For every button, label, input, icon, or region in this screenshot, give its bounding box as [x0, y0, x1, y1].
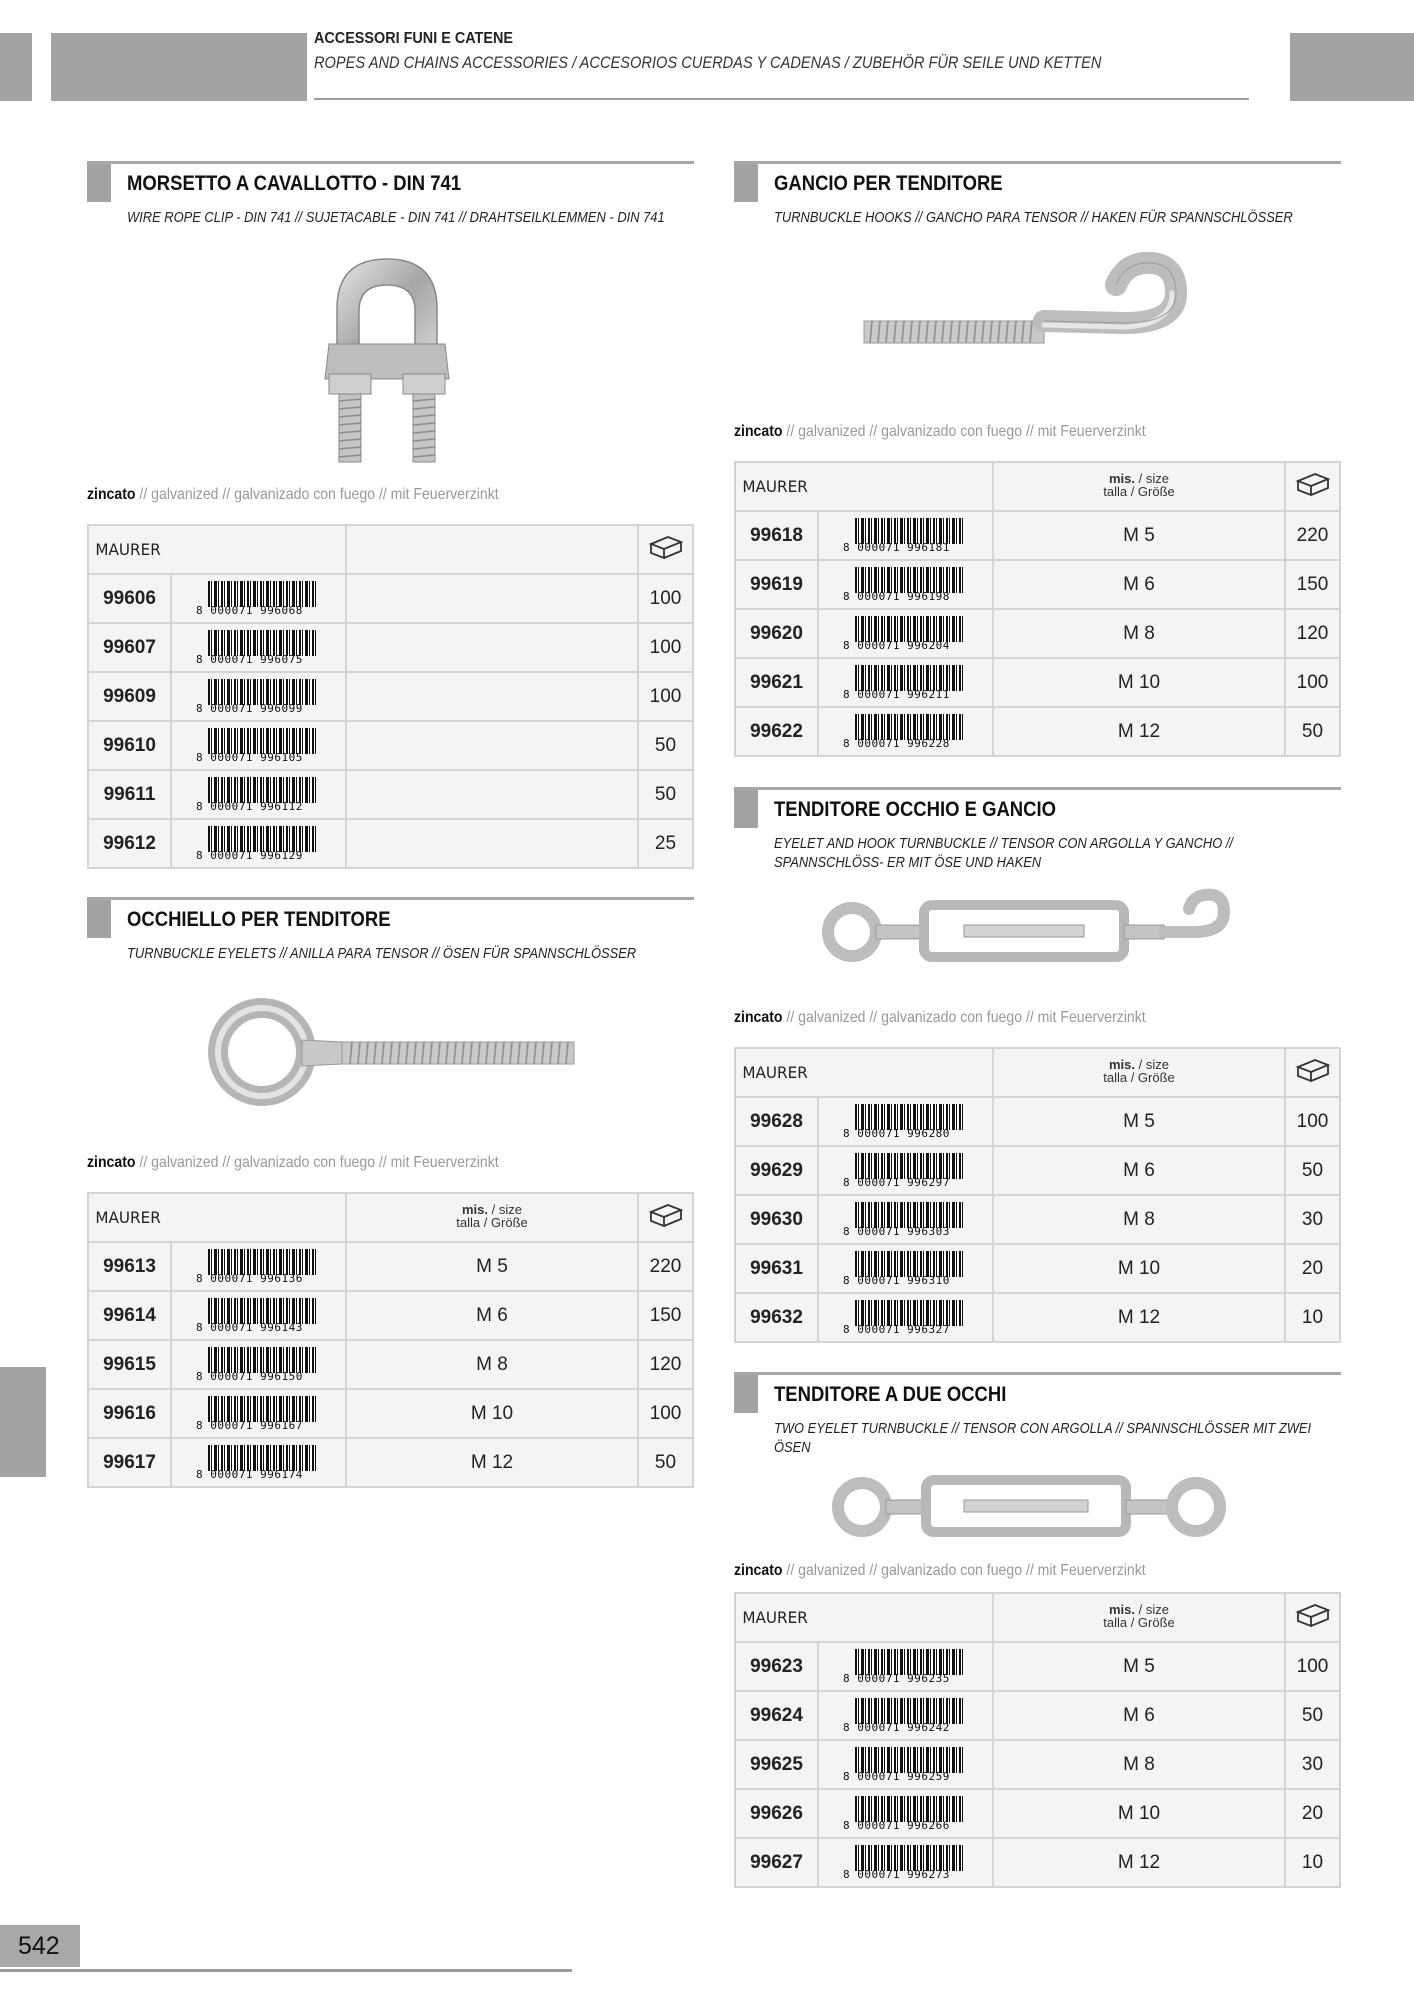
- product-code: 99610: [88, 721, 171, 770]
- barcode-cell: [818, 511, 993, 560]
- barcode-cell: [818, 1789, 993, 1838]
- size-header: [993, 462, 1285, 511]
- finish-zincato: zincato: [734, 423, 783, 440]
- ean-number: 8 000071 996105: [196, 750, 303, 764]
- table-row: [88, 1389, 693, 1438]
- table-row: [735, 1195, 1340, 1244]
- finish-zincato: zincato: [87, 486, 136, 503]
- product-code: 99630: [735, 1195, 818, 1244]
- barcode: [843, 1747, 969, 1783]
- product-code: 99629: [735, 1146, 818, 1195]
- table-row: [735, 1789, 1340, 1838]
- barcode-cell: [818, 1244, 993, 1293]
- ean-number: 8 000071 996259: [843, 1769, 950, 1783]
- barcode-cell: [818, 1293, 993, 1342]
- wire-rope-clip-image: [307, 249, 467, 469]
- box-icon: [1295, 471, 1331, 497]
- barcode: [843, 518, 969, 554]
- box-quantity: 100: [638, 1389, 693, 1438]
- section-subtitle: EYELET AND HOOK TURNBUCKLE // TENSOR CON ARGOLLA Y GANCHO // SPANNSCHLÖSS- ER MIT ÖSE UND HAKEN: [774, 835, 1234, 871]
- section-subtitle: WIRE ROPE CLIP - DIN 741 // SUJETACABLE - DIN 741 // DRAHTSEILKLEMMEN - DIN 741: [127, 209, 665, 226]
- ean-number: 8 000071 996327: [843, 1322, 950, 1336]
- header-title-block: [51, 33, 307, 101]
- barcode: [843, 1202, 969, 1238]
- section-two-eyelet-turnbuckle: [734, 1372, 1341, 1892]
- box-quantity: 50: [638, 721, 693, 770]
- box-quantity: 150: [638, 1291, 693, 1340]
- finish-label: [87, 486, 499, 504]
- size-header-bold: mis.: [1109, 1057, 1136, 1072]
- table-row: [735, 707, 1340, 756]
- product-code: 99619: [735, 560, 818, 609]
- barcode: [196, 1298, 322, 1334]
- barcode-cell: [171, 819, 346, 868]
- size-header: [993, 1593, 1285, 1642]
- size-value: M 5: [993, 511, 1285, 560]
- barcode: [843, 616, 969, 652]
- box-qty-header: [638, 525, 693, 574]
- box-quantity: 50: [638, 1438, 693, 1487]
- ean-number: 8 000071 996204: [843, 638, 950, 652]
- table-row: [735, 560, 1340, 609]
- header-right-tab: [1290, 33, 1414, 101]
- barcode-cell: [818, 658, 993, 707]
- barcode: [843, 1796, 969, 1832]
- box-icon: [1295, 1602, 1331, 1628]
- footer-rule: [0, 1969, 572, 1972]
- product-code: 99624: [735, 1691, 818, 1740]
- size-header-bold: mis.: [462, 1202, 489, 1217]
- page-category-subtitle: ROPES AND CHAINS ACCESSORIES / ACCESORIOS CUERDAS Y CADENAS / ZUBEHÖR FÜR SEILE UND KETTEN: [314, 53, 1102, 72]
- product-code: 99607: [88, 623, 171, 672]
- barcode: [196, 728, 322, 764]
- barcode: [843, 665, 969, 701]
- ean-number: 8 000071 996167: [196, 1418, 303, 1432]
- table-row: [88, 721, 693, 770]
- ean-number: 8 000071 996075: [196, 652, 303, 666]
- box-qty-header: [1285, 1048, 1340, 1097]
- barcode: [196, 826, 322, 862]
- product-code: 99612: [88, 819, 171, 868]
- ean-number: 8 000071 996112: [196, 799, 303, 813]
- section-title: GANCIO PER TENDITORE: [774, 172, 1003, 195]
- size-value: [346, 770, 638, 819]
- product-table: [734, 461, 1341, 757]
- size-value: M 5: [346, 1242, 638, 1291]
- section-title: TENDITORE A DUE OCCHI: [774, 1383, 1007, 1406]
- section-marker: [734, 164, 758, 202]
- size-value: [346, 623, 638, 672]
- finish-translations: // galvanized // galvanizado con fuego // mit Feuerverzinkt: [782, 1562, 1146, 1579]
- product-code: 99618: [735, 511, 818, 560]
- page-number: 542: [0, 1925, 80, 1967]
- section-eye-hook-turnbuckle: [734, 787, 1341, 1347]
- table-row: [735, 609, 1340, 658]
- barcode: [843, 1649, 969, 1685]
- box-quantity: 30: [1285, 1740, 1340, 1789]
- ean-number: 8 000071 996303: [843, 1224, 950, 1238]
- ean-number: 8 000071 996310: [843, 1273, 950, 1287]
- finish-label: [734, 423, 1146, 441]
- finish-label: [87, 1154, 499, 1172]
- page-category-title: ACCESSORI FUNI E CATENE: [314, 30, 513, 47]
- section-marker: [734, 1375, 758, 1413]
- brand-logo: MAURER: [741, 462, 986, 511]
- ean-number: 8 000071 996211: [843, 687, 950, 701]
- box-qty-header: [638, 1193, 693, 1242]
- barcode: [196, 630, 322, 666]
- barcode-cell: [171, 721, 346, 770]
- size-header-bold: mis.: [1109, 1602, 1136, 1617]
- table-row: [735, 1740, 1340, 1789]
- size-value: M 10: [993, 1244, 1285, 1293]
- barcode: [843, 567, 969, 603]
- ean-number: 8 000071 996174: [196, 1467, 303, 1481]
- ean-number: 8 000071 996136: [196, 1271, 303, 1285]
- barcode-cell: [818, 1195, 993, 1244]
- table-row: [735, 1146, 1340, 1195]
- side-chapter-tab: [0, 1367, 46, 1477]
- table-row: [735, 511, 1340, 560]
- product-code: 99631: [735, 1244, 818, 1293]
- barcode-cell: [818, 1740, 993, 1789]
- barcode-cell: [171, 574, 346, 623]
- barcode-cell: [171, 770, 346, 819]
- table-header-row: [88, 525, 693, 574]
- size-value: M 8: [993, 609, 1285, 658]
- ean-number: 8 000071 996242: [843, 1720, 950, 1734]
- size-value: M 10: [993, 1789, 1285, 1838]
- ean-number: 8 000071 996273: [843, 1867, 950, 1881]
- barcode-cell: [171, 1242, 346, 1291]
- finish-label: [734, 1562, 1146, 1580]
- size-header-bold: mis.: [1109, 471, 1136, 486]
- size-value: M 8: [993, 1740, 1285, 1789]
- size-value: M 10: [993, 658, 1285, 707]
- product-code: 99632: [735, 1293, 818, 1342]
- eyelet-bolt-image: [202, 992, 582, 1112]
- size-value: M 12: [993, 1293, 1285, 1342]
- size-header-line2: talla / Größe: [1103, 484, 1175, 499]
- brand-logo: MAURER: [94, 525, 339, 574]
- product-code: 99620: [735, 609, 818, 658]
- box-icon: [648, 1202, 684, 1228]
- section-rule: [734, 787, 1341, 790]
- size-value: M 8: [346, 1340, 638, 1389]
- finish-translations: // galvanized // galvanizado con fuego // mit Feuerverzinkt: [135, 1154, 499, 1171]
- product-table: [734, 1592, 1341, 1888]
- product-code: 99623: [735, 1642, 818, 1691]
- product-code: 99614: [88, 1291, 171, 1340]
- section-marker: [87, 900, 111, 938]
- finish-zincato: zincato: [734, 1562, 783, 1579]
- barcode: [196, 1396, 322, 1432]
- barcode: [843, 1104, 969, 1140]
- barcode-cell: [818, 1097, 993, 1146]
- barcode: [843, 1845, 969, 1881]
- product-table: [87, 524, 694, 869]
- section-marker: [87, 164, 111, 202]
- box-icon: [648, 534, 684, 560]
- size-value: M 5: [993, 1097, 1285, 1146]
- hook-bolt-image: [854, 251, 1214, 401]
- barcode: [843, 1300, 969, 1336]
- size-header: [993, 1048, 1285, 1097]
- product-code: 99611: [88, 770, 171, 819]
- ean-number: 8 000071 996266: [843, 1818, 950, 1832]
- section-rule: [87, 161, 694, 164]
- size-header: [346, 1193, 638, 1242]
- table-row: [88, 1438, 693, 1487]
- barcode-cell: [818, 560, 993, 609]
- table-row: [88, 623, 693, 672]
- box-quantity: 100: [638, 574, 693, 623]
- section-turnbuckle-hooks: [734, 161, 1341, 761]
- table-row: [88, 1242, 693, 1291]
- product-code: 99606: [88, 574, 171, 623]
- box-quantity: 50: [1285, 1691, 1340, 1740]
- section-rule: [734, 161, 1341, 164]
- box-qty-header: [1285, 1593, 1340, 1642]
- box-quantity: 220: [638, 1242, 693, 1291]
- section-subtitle: TURNBUCKLE HOOKS // GANCHO PARA TENSOR // HAKEN FÜR SPANNSCHLÖSSER: [774, 209, 1293, 226]
- finish-zincato: zincato: [87, 1154, 136, 1171]
- table-header-row: [735, 462, 1340, 511]
- ean-number: 8 000071 996129: [196, 848, 303, 862]
- box-quantity: 100: [1285, 1642, 1340, 1691]
- table-row: [735, 1293, 1340, 1342]
- table-row: [735, 1642, 1340, 1691]
- barcode-cell: [171, 672, 346, 721]
- box-icon: [1295, 1057, 1331, 1083]
- size-value: [346, 721, 638, 770]
- size-value: M 12: [993, 707, 1285, 756]
- table-header-row: [735, 1048, 1340, 1097]
- size-value: M 6: [993, 1691, 1285, 1740]
- barcode-cell: [818, 1146, 993, 1195]
- size-value: M 12: [346, 1438, 638, 1487]
- finish-label: [734, 1009, 1146, 1027]
- barcode-cell: [818, 707, 993, 756]
- section-subtitle: TURNBUCKLE EYELETS // ANILLA PARA TENSOR // ÖSEN FÜR SPANNSCHLÖSSER: [127, 945, 637, 962]
- two-eyelet-turnbuckle-image: [824, 1462, 1244, 1552]
- ean-number: 8 000071 996143: [196, 1320, 303, 1334]
- size-value: M 8: [993, 1195, 1285, 1244]
- finish-translations: // galvanized // galvanizado con fuego // mit Feuerverzinkt: [782, 423, 1146, 440]
- size-value: [346, 574, 638, 623]
- size-header-line2: talla / Größe: [456, 1215, 528, 1230]
- barcode: [843, 714, 969, 750]
- table-row: [88, 770, 693, 819]
- product-code: 99625: [735, 1740, 818, 1789]
- table-row: [735, 658, 1340, 707]
- table-row: [735, 1691, 1340, 1740]
- box-quantity: 50: [1285, 1146, 1340, 1195]
- size-value: M 12: [993, 1838, 1285, 1887]
- box-quantity: 100: [1285, 1097, 1340, 1146]
- barcode: [843, 1153, 969, 1189]
- header-rule: [314, 98, 1249, 100]
- size-value: M 6: [993, 560, 1285, 609]
- ean-number: 8 000071 996150: [196, 1369, 303, 1383]
- section-title: TENDITORE OCCHIO E GANCIO: [774, 798, 1057, 821]
- eye-hook-turnbuckle-image: [814, 887, 1254, 977]
- barcode: [196, 581, 322, 617]
- size-value: M 6: [993, 1146, 1285, 1195]
- box-quantity: 10: [1285, 1838, 1340, 1887]
- ean-number: 8 000071 996099: [196, 701, 303, 715]
- table-header-row: [88, 1193, 693, 1242]
- box-quantity: 100: [1285, 658, 1340, 707]
- box-quantity: 20: [1285, 1789, 1340, 1838]
- box-quantity: 10: [1285, 1293, 1340, 1342]
- brand-logo: MAURER: [741, 1048, 986, 1097]
- barcode-cell: [171, 1438, 346, 1487]
- product-code: 99628: [735, 1097, 818, 1146]
- product-code: 99609: [88, 672, 171, 721]
- section-title: MORSETTO A CAVALLOTTO - DIN 741: [127, 172, 462, 195]
- section-subtitle: TWO EYELET TURNBUCKLE // TENSOR CON ARGOLLA // SPANNSCHLÖSSER MIT ZWEI ÖSEN: [774, 1420, 1312, 1456]
- barcode-cell: [818, 1838, 993, 1887]
- barcode: [196, 1249, 322, 1285]
- barcode-cell: [171, 1389, 346, 1438]
- header-left-tab: [0, 33, 32, 101]
- box-quantity: 100: [638, 623, 693, 672]
- size-value: M 10: [346, 1389, 638, 1438]
- table-row: [735, 1097, 1340, 1146]
- product-code: 99622: [735, 707, 818, 756]
- brand-logo: MAURER: [741, 1593, 986, 1642]
- barcode: [196, 777, 322, 813]
- box-quantity: 30: [1285, 1195, 1340, 1244]
- box-quantity: 50: [1285, 707, 1340, 756]
- size-value: [346, 672, 638, 721]
- box-qty-header: [1285, 462, 1340, 511]
- finish-zincato: zincato: [734, 1009, 783, 1026]
- ean-number: 8 000071 996198: [843, 589, 950, 603]
- box-quantity: 120: [638, 1340, 693, 1389]
- size-header-line2: talla / Größe: [1103, 1615, 1175, 1630]
- size-value: M 5: [993, 1642, 1285, 1691]
- section-wire-rope-clip: [87, 161, 694, 871]
- product-code: 99627: [735, 1838, 818, 1887]
- product-code: 99613: [88, 1242, 171, 1291]
- size-header-rest: / size: [1135, 1602, 1169, 1617]
- barcode: [196, 679, 322, 715]
- header-spacer: [346, 525, 638, 574]
- barcode-cell: [171, 623, 346, 672]
- box-quantity: 20: [1285, 1244, 1340, 1293]
- barcode-cell: [818, 1691, 993, 1740]
- ean-number: 8 000071 996280: [843, 1126, 950, 1140]
- finish-translations: // galvanized // galvanizado con fuego // mit Feuerverzinkt: [782, 1009, 1146, 1026]
- table-row: [88, 1291, 693, 1340]
- size-header-rest: / size: [488, 1202, 522, 1217]
- section-rule: [734, 1372, 1341, 1375]
- section-turnbuckle-eyelets: [87, 897, 694, 1497]
- barcode: [843, 1251, 969, 1287]
- box-quantity: 120: [1285, 609, 1340, 658]
- ean-number: 8 000071 996068: [196, 603, 303, 617]
- barcode: [196, 1445, 322, 1481]
- barcode-cell: [818, 1642, 993, 1691]
- ean-number: 8 000071 996181: [843, 540, 950, 554]
- section-marker: [734, 790, 758, 828]
- box-quantity: 25: [638, 819, 693, 868]
- size-header-line2: talla / Größe: [1103, 1070, 1175, 1085]
- table-header-row: [735, 1593, 1340, 1642]
- box-quantity: 220: [1285, 511, 1340, 560]
- table-row: [88, 574, 693, 623]
- size-value: [346, 819, 638, 868]
- product-code: 99626: [735, 1789, 818, 1838]
- barcode-cell: [171, 1340, 346, 1389]
- brand-logo: MAURER: [94, 1193, 339, 1242]
- ean-number: 8 000071 996228: [843, 736, 950, 750]
- product-code: 99617: [88, 1438, 171, 1487]
- ean-number: 8 000071 996235: [843, 1671, 950, 1685]
- barcode: [843, 1698, 969, 1734]
- barcode: [196, 1347, 322, 1383]
- table-row: [88, 1340, 693, 1389]
- ean-number: 8 000071 996297: [843, 1175, 950, 1189]
- box-quantity: 100: [638, 672, 693, 721]
- product-table: [87, 1192, 694, 1488]
- finish-translations: // galvanized // galvanizado con fuego // mit Feuerverzinkt: [135, 486, 499, 503]
- size-header-rest: / size: [1135, 1057, 1169, 1072]
- box-quantity: 50: [638, 770, 693, 819]
- section-rule: [87, 897, 694, 900]
- product-table: [734, 1047, 1341, 1343]
- barcode-cell: [171, 1291, 346, 1340]
- table-row: [735, 1838, 1340, 1887]
- barcode-cell: [818, 609, 993, 658]
- size-header-rest: / size: [1135, 471, 1169, 486]
- product-code: 99621: [735, 658, 818, 707]
- table-row: [88, 672, 693, 721]
- section-title: OCCHIELLO PER TENDITORE: [127, 908, 391, 931]
- table-row: [735, 1244, 1340, 1293]
- box-quantity: 150: [1285, 560, 1340, 609]
- table-row: [88, 819, 693, 868]
- product-code: 99616: [88, 1389, 171, 1438]
- product-code: 99615: [88, 1340, 171, 1389]
- size-value: M 6: [346, 1291, 638, 1340]
